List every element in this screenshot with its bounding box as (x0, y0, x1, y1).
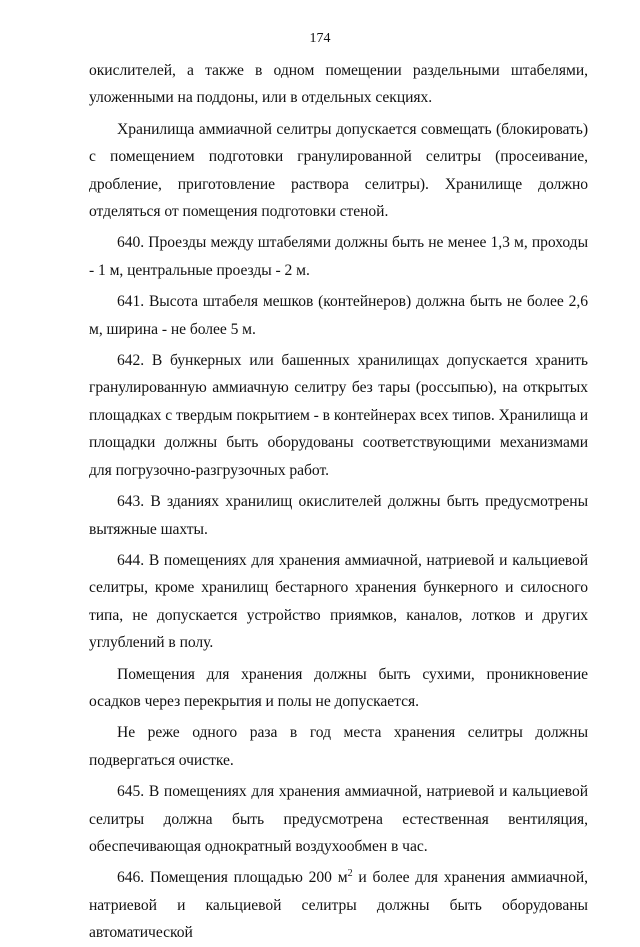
paragraph-646-start: 646. Помещения площадью 200 м (117, 869, 348, 887)
paragraph-642: 642. В бункерных или башенных хранилищах допускается хранить гранулированную аммиачную селитру без тары (россыпью), на открытых площадках с твердым покрытием - в контейнерах всех типов. Хранилища и площадки должны быть оборудованы соответствующими механизмами для погрузочно-разгрузочных работ. (89, 352, 588, 479)
page-number: 174 (309, 31, 331, 46)
paragraph-645: 645. В помещениях для хранения аммиачной, натриевой и кальциевой селитры должна быть предусмотрена естественная вентиляция, обеспечивающая однократный воздухообмен в час. (89, 783, 588, 855)
paragraph-646 (89, 864, 588, 946)
paragraph-storage-combining: Хранилища аммиачной селитры допускается совмещать (блокировать) с помещением подготовки гранулированной селитры (просеивание, дробление, приготовление раствора селитры). Хранилище должно отделяться от помещения подготовки стеной. (89, 120, 588, 221)
paragraph-641: 641. Высота штабеля мешков (контейнеров) должна быть не более 2,6 м, ширина - не более 5 м. (89, 293, 588, 338)
area-unit-superscript: 2 (347, 868, 353, 880)
document-body (89, 57, 588, 947)
paragraph-annual-cleaning: Не реже одного раза в год места хранения селитры должны подвергаться очистке. (89, 724, 588, 769)
paragraph-640: 640. Проезды между штабелями должны быть не менее 1,3 м, проходы - 1 м, центральные проезды - 2 м. (89, 234, 588, 279)
paragraph-644: 644. В помещениях для хранения аммиачной, натриевой и кальциевой селитры, кроме хранилищ бестарного хранения бункерного и силосного типа, не допускается устройство приямков, каналов, лотков и других углублений в полу. (89, 551, 588, 652)
paragraph-646-end: и более для хранения аммиачной, натриевой и кальциевой селитры должны быть оборудованы автоматической (89, 869, 588, 942)
paragraph-continuation: окислителей, а также в одном помещении раздельными штабелями, уложенными на поддоны, или в отдельных секциях. (89, 62, 588, 107)
paragraph-643: 643. В зданиях хранилищ окислителей должны быть предусмотрены вытяжные шахты. (89, 493, 588, 538)
paragraph-dry-premises: Помещения для хранения должны быть сухими, проникновение осадков через перекрытия и полы не допускается. (89, 665, 588, 710)
